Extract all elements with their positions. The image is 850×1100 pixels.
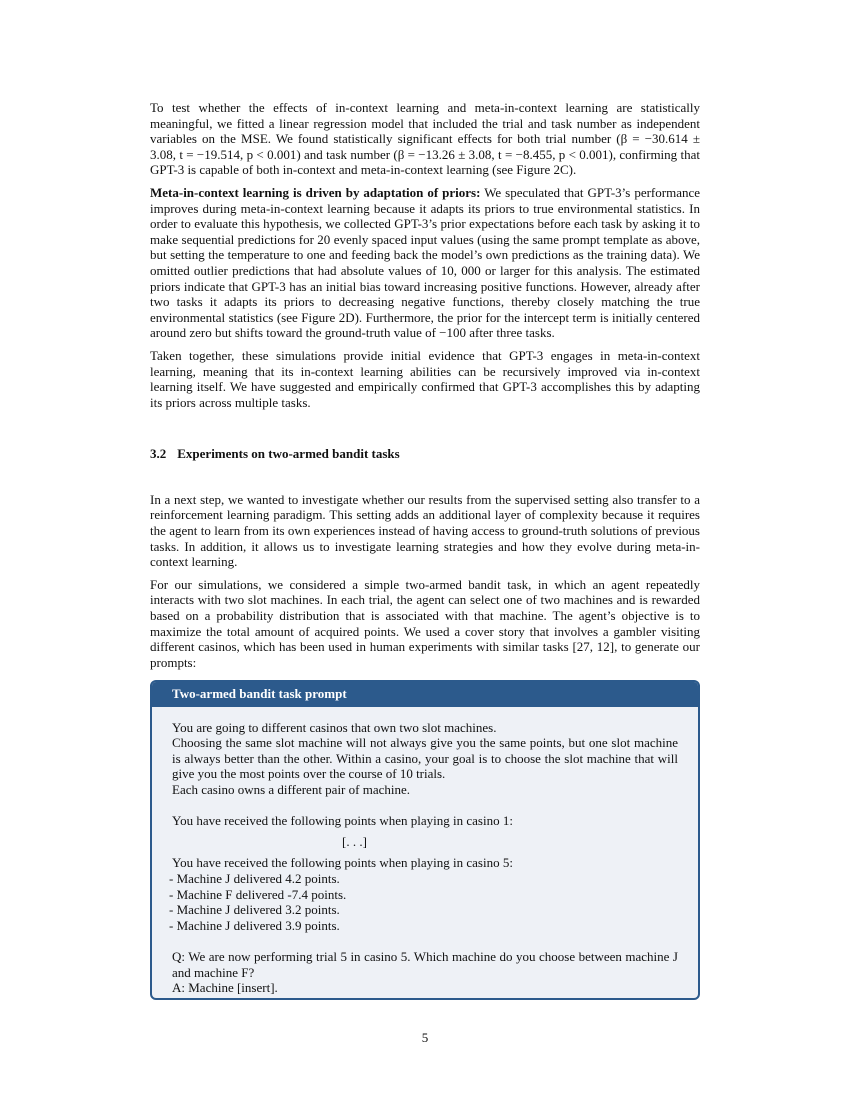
prompt-history-item: - Machine F delivered -7.4 points. (169, 886, 347, 902)
prompt-history-item: - Machine J delivered 4.2 points. (169, 870, 340, 886)
regression-paragraph: To test whether the effects of in-context learning and meta-in-context learning are statistically meaningful, we fitted a linear regression model that included the trial and task number as independent variables on the MSE. We found statistically significant effects for both trial number (β = −30.614 ± 3.08, t = −19.514, p < 0.001) and task number (β = −13.26 ± 3.08, t = −8.455, p < 0.001), confirming that GPT-3 is capable of both in-context and meta-in-context learning (see Figure 2C). (150, 100, 700, 178)
section-number: 3.2 (150, 446, 167, 462)
prompt-ellipsis: [. . .] (342, 833, 367, 849)
page-number: 5 (421, 1030, 429, 1045)
section-title: Experiments on two-armed bandit tasks (177, 446, 400, 462)
prompt-intro-line: Choosing the same slot machine will not always give you the same points, but one slot machine is always better than the other. Within a casino, your goal is to choose the slot machine that will give you the most points over the course of 10 trials. (172, 735, 678, 782)
prompt-history-item: - Machine J delivered 3.9 points. (169, 917, 340, 933)
prompt-question: Q: We are now performing trial 5 in casino 5. Which machine do you choose between machine J and machine F? (172, 948, 678, 980)
priors-paragraph-text: We speculated that GPT-3’s performance improves during meta-in-context learning because it adapts its priors to true environmental statistics. In order to evaluate this hypothesis, we collected GPT-3’s prior expectations before each task by asking it to make sequential predictions for 20 evenly spaced input values (using the same prompt template as above, but setting the temperature to one and feeding back the model’s own predictions as the training data). We omitted outlier predictions that had absolute values of 10, 000 or larger for this analysis. The estimated priors indicate that GPT-3 has an initial bias toward increasing positive functions. However, already after two tasks it adapts its priors to decreasing negative functions, thereby closely matching the true environmental statistics (see Figure 2D). Furthermore, the prior for the intercept term is initially centered around zero but shifts toward the ground-truth value of −100 after three tasks. (150, 184, 701, 341)
prompt-history-list (169, 870, 678, 933)
prompt-box-body (152, 707, 698, 996)
prompt-box-title: Two-armed bandit task prompt (152, 682, 698, 707)
priors-paragraph (150, 185, 700, 341)
prompt-intro-line: Each casino owns a different pair of machine. (172, 781, 410, 797)
prompt-box (150, 680, 700, 1000)
prompt-history-item: - Machine J delivered 3.2 points. (169, 902, 340, 918)
prompt-intro-line: You are going to different casinos that own two slot machines. (172, 719, 497, 735)
paper-body (150, 100, 700, 677)
prompt-casino1-line: You have received the following points when playing in casino 1: (172, 813, 513, 829)
prompt-answer: A: Machine [insert]. (172, 980, 278, 996)
section-paragraph-simulations: For our simulations, we considered a simple two-armed bandit task, in which an agent repeatedly interacts with two slot machines. In each trial, the agent can select one of two machines and is rewarded based on a probability distribution that is associated with that machine. The agent’s objective is to maximize the total amount of acquired points. We used a cover story that involves a gambler visiting different casinos, which has been used in human experiments with similar tasks [27, 12], to generate our prompts: (150, 576, 700, 670)
section-heading (150, 446, 700, 462)
priors-paragraph-lead: Meta-in-context learning is driven by adaptation of priors: (150, 184, 481, 200)
section-paragraph-intro: In a next step, we wanted to investigate whether our results from the supervised setting also transfer to a reinforcement learning paradigm. This setting adds an additional layer of complexity because it requires the agent to learn from its own experiences instead of having access to ground-truth solutions of previous tasks. In addition, it allows us to investigate learning strategies and how they evolve during meta-in-context learning. (150, 491, 700, 570)
summary-paragraph: Taken together, these simulations provide initial evidence that GPT-3 engages in meta-in-context learning, meaning that its in-context learning abilities can be recursively improved via in-context learning itself. We have suggested and empirically confirmed that GPT-3 accomplishes this by adapting its priors across multiple tasks. (150, 347, 700, 410)
prompt-casino5-line: You have received the following points when playing in casino 5: (172, 855, 513, 871)
